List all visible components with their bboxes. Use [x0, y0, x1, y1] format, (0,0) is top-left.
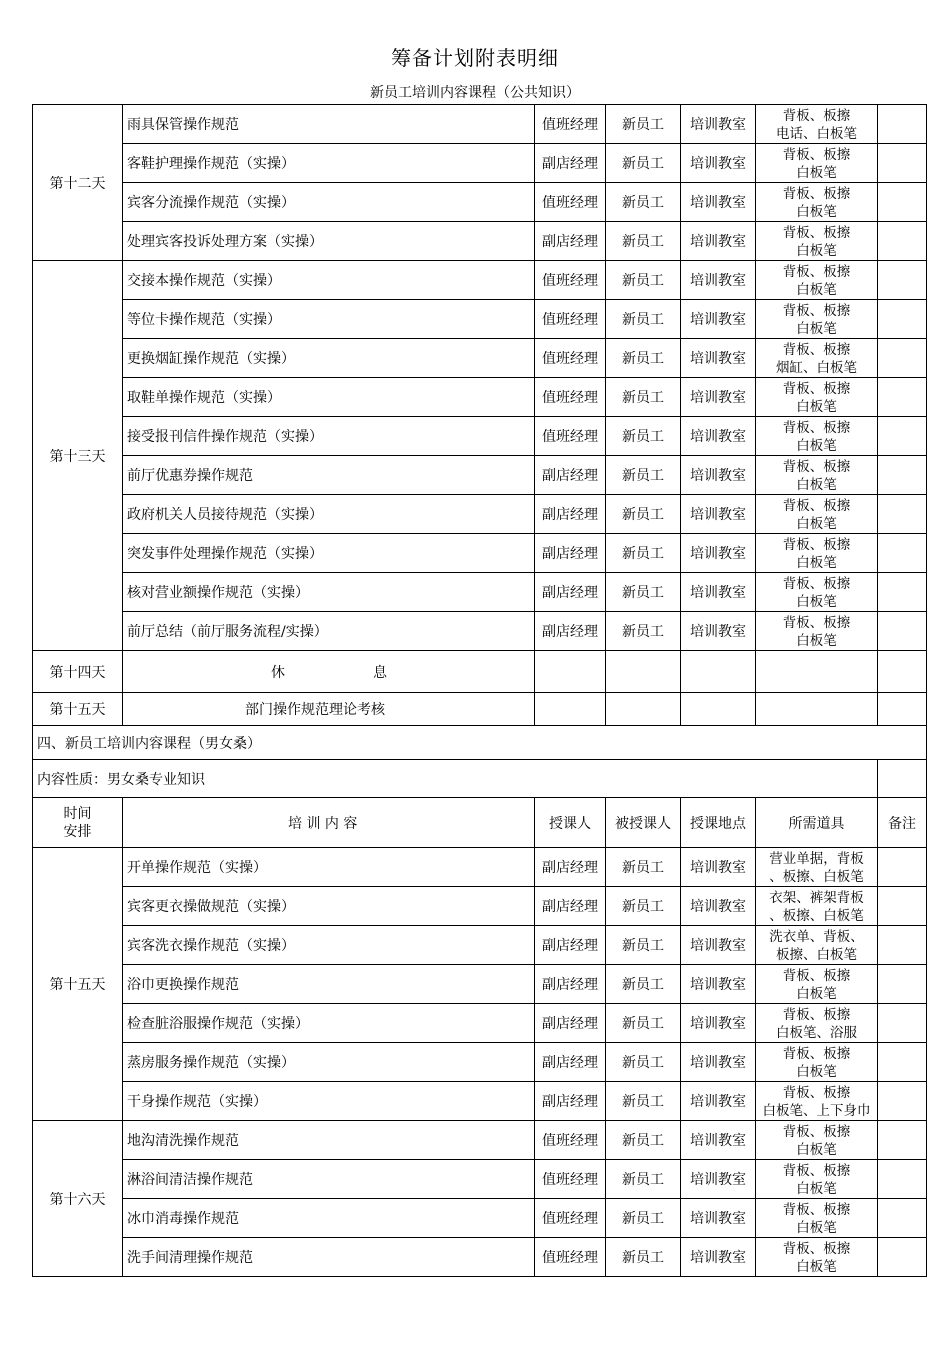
empty-cell: [535, 651, 606, 693]
props-text: 背板、板擦 白板笔、上下身巾: [762, 1085, 871, 1119]
props-cell: [756, 965, 878, 1004]
props-text: 背板、板擦 白板笔: [782, 264, 851, 298]
props-cell: [756, 848, 878, 887]
props-text: 背板、板擦 白板笔: [782, 1163, 851, 1197]
place: 培训教室: [681, 612, 756, 651]
trainee: 新员工: [606, 495, 681, 534]
empty-cell: [756, 651, 878, 693]
header-time-a: 时间: [63, 805, 92, 822]
teacher: 值班经理: [535, 183, 606, 222]
trainee: 新员工: [606, 417, 681, 456]
teacher: 值班经理: [535, 417, 606, 456]
note: [878, 495, 927, 534]
note: [878, 1082, 927, 1121]
header-props: 所需道具: [756, 798, 878, 848]
props-cell: [756, 456, 878, 495]
course-content: 前厅总结（前厅服务流程/实操）: [123, 612, 535, 651]
empty-cell: [606, 693, 681, 726]
place: 培训教室: [681, 222, 756, 261]
trainee: 新员工: [606, 261, 681, 300]
place: 培训教室: [681, 1043, 756, 1082]
trainee: 新员工: [606, 612, 681, 651]
trainee: 新员工: [606, 339, 681, 378]
table-row: [33, 1121, 927, 1160]
course-content: 干身操作规范（实操）: [123, 1082, 535, 1121]
teacher: 值班经理: [535, 339, 606, 378]
exam-row: [33, 693, 927, 726]
day-label: 第十三天: [33, 261, 123, 651]
header-trainee: 被授课人: [606, 798, 681, 848]
props-text: 背板、板擦 白板笔: [782, 459, 851, 493]
place: 培训教室: [681, 534, 756, 573]
note: [878, 573, 927, 612]
trainee: 新员工: [606, 887, 681, 926]
place: 培训教室: [681, 1004, 756, 1043]
table-row: [33, 222, 927, 261]
note: [878, 222, 927, 261]
note: [878, 1160, 927, 1199]
teacher: 副店经理: [535, 456, 606, 495]
course-content: 洗手间清理操作规范: [123, 1238, 535, 1277]
props-cell: [756, 1082, 878, 1121]
place: 培训教室: [681, 417, 756, 456]
training-schedule-table: [32, 104, 927, 1277]
course-content: 宾客分流操作规范（实操）: [123, 183, 535, 222]
table-row: [33, 1004, 927, 1043]
note: [878, 378, 927, 417]
trainee: 新员工: [606, 534, 681, 573]
place: 培训教室: [681, 926, 756, 965]
page-subtitle: 新员工培训内容课程（公共知识）: [370, 85, 580, 101]
props-text: 背板、板擦 白板笔: [782, 303, 851, 337]
note: [878, 261, 927, 300]
header-time-b: 安排: [63, 823, 92, 840]
header-note: 备注: [878, 798, 927, 848]
props-cell: [756, 534, 878, 573]
trainee: 新员工: [606, 1160, 681, 1199]
empty-cell: [681, 651, 756, 693]
table-row: [33, 573, 927, 612]
table-row: [33, 417, 927, 456]
table-row: [33, 1082, 927, 1121]
course-content: 更换烟缸操作规范（实操）: [123, 339, 535, 378]
page-title: 筹备计划附表明细: [391, 46, 559, 70]
note: [878, 1004, 927, 1043]
nature-row: [33, 760, 927, 798]
props-cell: [756, 612, 878, 651]
note: [878, 1043, 927, 1082]
table-row: [33, 887, 927, 926]
props-text: 背板、板擦 烟缸、白板笔: [776, 342, 857, 376]
exam-content: 部门操作规范理论考核: [123, 693, 535, 726]
day-label: 第十二天: [33, 105, 123, 261]
trainee: 新员工: [606, 144, 681, 183]
note: [878, 456, 927, 495]
day-label: 第十六天: [33, 1121, 123, 1277]
trainee: 新员工: [606, 926, 681, 965]
props-cell: [756, 1238, 878, 1277]
day-label: 第十五天: [33, 848, 123, 1121]
place: 培训教室: [681, 495, 756, 534]
table-row: [33, 534, 927, 573]
rest-row: [33, 651, 927, 693]
note: [878, 339, 927, 378]
course-content: 浴巾更换操作规范: [123, 965, 535, 1004]
props-text: 背板、板擦 电话、白板笔: [776, 108, 857, 142]
props-text: 背板、板擦 白板笔: [782, 225, 851, 259]
table-row: [33, 965, 927, 1004]
table-row: [33, 926, 927, 965]
teacher: 副店经理: [535, 965, 606, 1004]
course-content: 接受报刊信件操作规范（实操）: [123, 417, 535, 456]
props-text: 背板、板擦 白板笔: [782, 1202, 851, 1236]
course-content: 取鞋单操作规范（实操）: [123, 378, 535, 417]
note: [878, 1121, 927, 1160]
props-text: 背板、板擦 白板笔: [782, 1241, 851, 1275]
props-cell: [756, 926, 878, 965]
teacher: 值班经理: [535, 1199, 606, 1238]
props-text: 背板、板擦 白板笔: [782, 381, 851, 415]
day-label: 第十四天: [33, 651, 123, 693]
course-content: 开单操作规范（实操）: [123, 848, 535, 887]
trainee: 新员工: [606, 222, 681, 261]
teacher: 值班经理: [535, 261, 606, 300]
trainee: 新员工: [606, 183, 681, 222]
place: 培训教室: [681, 339, 756, 378]
props-cell: [756, 1004, 878, 1043]
teacher: 副店经理: [535, 887, 606, 926]
place: 培训教室: [681, 378, 756, 417]
table-row: [33, 612, 927, 651]
note: [878, 887, 927, 926]
props-cell: [756, 261, 878, 300]
header-row: [33, 798, 927, 848]
teacher: 值班经理: [535, 1160, 606, 1199]
header-content: 培 训 内 容: [123, 798, 535, 848]
note: [878, 417, 927, 456]
props-cell: [756, 300, 878, 339]
props-text: 背板、板擦 白板笔: [782, 420, 851, 454]
teacher: 副店经理: [535, 926, 606, 965]
empty-cell: [535, 693, 606, 726]
header-place: 授课地点: [681, 798, 756, 848]
content-nature: 内容性质：男女桑专业知识: [33, 760, 878, 798]
props-cell: [756, 417, 878, 456]
trainee: 新员工: [606, 848, 681, 887]
course-content: 宾客洗衣操作规范（实操）: [123, 926, 535, 965]
table-row: [33, 339, 927, 378]
props-text: 背板、板擦 白板笔: [782, 968, 851, 1002]
table-row: [33, 1238, 927, 1277]
day-label: 第十五天: [33, 693, 123, 726]
table-row: [33, 300, 927, 339]
note: [878, 534, 927, 573]
place: 培训教室: [681, 848, 756, 887]
teacher: 副店经理: [535, 573, 606, 612]
teacher: 副店经理: [535, 612, 606, 651]
props-text: 背板、板擦 白板笔: [782, 537, 851, 571]
course-content: 淋浴间清洁操作规范: [123, 1160, 535, 1199]
props-text: 背板、板擦 白板笔: [782, 186, 851, 220]
teacher: 副店经理: [535, 495, 606, 534]
note: [878, 1238, 927, 1277]
course-content: 政府机关人员接待规范（实操）: [123, 495, 535, 534]
trainee: 新员工: [606, 378, 681, 417]
props-text: 背板、板擦 白板笔: [782, 1046, 851, 1080]
table-row: [33, 1043, 927, 1082]
props-cell: [756, 222, 878, 261]
teacher: 副店经理: [535, 222, 606, 261]
note: [878, 848, 927, 887]
props-cell: [756, 887, 878, 926]
note: [878, 144, 927, 183]
rest-cell: [123, 651, 535, 693]
course-content: 前厅优惠券操作规范: [123, 456, 535, 495]
course-content: 宾客更衣操做规范（实操）: [123, 887, 535, 926]
table-row: [33, 848, 927, 887]
place: 培训教室: [681, 887, 756, 926]
rest-text-b: 息: [373, 664, 387, 681]
trainee: 新员工: [606, 300, 681, 339]
note: [878, 1199, 927, 1238]
course-content: 客鞋护理操作规范（实操）: [123, 144, 535, 183]
empty-cell: [878, 651, 927, 693]
empty-cell: [606, 651, 681, 693]
props-cell: [756, 378, 878, 417]
props-cell: [756, 573, 878, 612]
props-cell: [756, 183, 878, 222]
course-content: 处理宾客投诉处理方案（实操）: [123, 222, 535, 261]
place: 培训教室: [681, 144, 756, 183]
place: 培训教室: [681, 300, 756, 339]
teacher: 值班经理: [535, 1121, 606, 1160]
note: [878, 183, 927, 222]
table-row: [33, 456, 927, 495]
teacher: 副店经理: [535, 144, 606, 183]
teacher: 值班经理: [535, 378, 606, 417]
props-text: 背板、板擦 白板笔、浴服: [776, 1007, 857, 1041]
table-row: [33, 144, 927, 183]
props-text: 背板、板擦 白板笔: [782, 1124, 851, 1158]
place: 培训教室: [681, 183, 756, 222]
course-content: 检查脏浴服操作规范（实操）: [123, 1004, 535, 1043]
note: [878, 965, 927, 1004]
table-row: [33, 1160, 927, 1199]
course-content: 突发事件处理操作规范（实操）: [123, 534, 535, 573]
empty-cell: [756, 693, 878, 726]
props-cell: [756, 1121, 878, 1160]
trainee: 新员工: [606, 456, 681, 495]
teacher: 值班经理: [535, 1238, 606, 1277]
trainee: 新员工: [606, 965, 681, 1004]
trainee: 新员工: [606, 1004, 681, 1043]
header-time: [33, 798, 123, 848]
course-content: 雨具保管操作规范: [123, 105, 535, 144]
teacher: 副店经理: [535, 1004, 606, 1043]
place: 培训教室: [681, 1160, 756, 1199]
props-text: 背板、板擦 白板笔: [782, 576, 851, 610]
props-cell: [756, 1199, 878, 1238]
props-cell: [756, 495, 878, 534]
table-row: [33, 1199, 927, 1238]
place: 培训教室: [681, 965, 756, 1004]
props-text: 洗衣单、背板、 板擦、白板笔: [769, 929, 864, 963]
section-heading: 四、新员工培训内容课程（男女桑）: [33, 726, 927, 760]
trainee: 新员工: [606, 1199, 681, 1238]
course-content: 交接本操作规范（实操）: [123, 261, 535, 300]
place: 培训教室: [681, 105, 756, 144]
props-text: 背板、板擦 白板笔: [782, 615, 851, 649]
rest-text-a: 休: [271, 664, 285, 681]
place: 培训教室: [681, 1199, 756, 1238]
teacher: 副店经理: [535, 1043, 606, 1082]
place: 培训教室: [681, 1121, 756, 1160]
note: [878, 612, 927, 651]
place: 培训教室: [681, 573, 756, 612]
trainee: 新员工: [606, 1043, 681, 1082]
note: [878, 300, 927, 339]
table-row: [33, 183, 927, 222]
course-content: 等位卡操作规范（实操）: [123, 300, 535, 339]
place: 培训教室: [681, 261, 756, 300]
props-cell: [756, 144, 878, 183]
teacher: 值班经理: [535, 105, 606, 144]
header-teacher: 授课人: [535, 798, 606, 848]
teacher: 副店经理: [535, 1082, 606, 1121]
trainee: 新员工: [606, 1121, 681, 1160]
course-content: 地沟清洗操作规范: [123, 1121, 535, 1160]
trainee: 新员工: [606, 1082, 681, 1121]
empty-cell: [878, 693, 927, 726]
place: 培训教室: [681, 456, 756, 495]
props-text: 背板、板擦 白板笔: [782, 498, 851, 532]
trainee: 新员工: [606, 573, 681, 612]
course-content: 蒸房服务操作规范（实操）: [123, 1043, 535, 1082]
empty-cell: [878, 760, 927, 798]
props-text: 衣架、裤架背板 、板擦、白板笔: [769, 890, 864, 924]
note: [878, 926, 927, 965]
props-cell: [756, 1160, 878, 1199]
course-content: 冰巾消毒操作规范: [123, 1199, 535, 1238]
props-cell: [756, 105, 878, 144]
table-row: [33, 378, 927, 417]
section-heading-row: [33, 726, 927, 760]
table-row: [33, 261, 927, 300]
trainee: 新员工: [606, 105, 681, 144]
teacher: 副店经理: [535, 848, 606, 887]
place: 培训教室: [681, 1082, 756, 1121]
table-row: [33, 105, 927, 144]
place: 培训教室: [681, 1238, 756, 1277]
trainee: 新员工: [606, 1238, 681, 1277]
props-cell: [756, 1043, 878, 1082]
teacher: 副店经理: [535, 534, 606, 573]
note: [878, 105, 927, 144]
empty-cell: [681, 693, 756, 726]
props-cell: [756, 339, 878, 378]
teacher: 值班经理: [535, 300, 606, 339]
props-text: 营业单据，背板 、板擦、白板笔: [769, 851, 864, 885]
props-text: 背板、板擦 白板笔: [782, 147, 851, 181]
table-row: [33, 495, 927, 534]
course-content: 核对营业额操作规范（实操）: [123, 573, 535, 612]
